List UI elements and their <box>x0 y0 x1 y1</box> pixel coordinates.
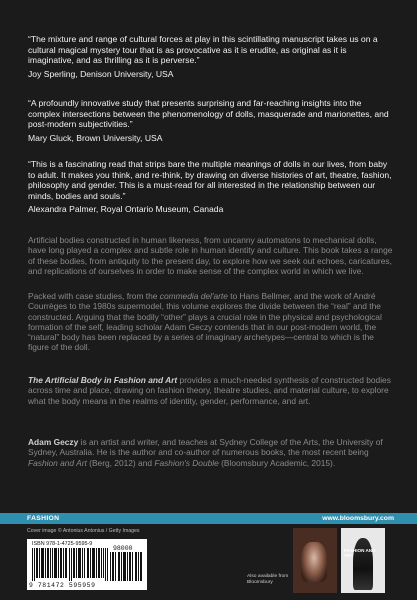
book-title: Fashion's Double <box>154 457 219 468</box>
description-text <box>28 291 394 353</box>
endorsement-3 <box>28 159 394 215</box>
endorsement-2 <box>28 98 394 143</box>
barcode-digits: 9 781472 595959 <box>29 582 96 589</box>
text-run: provides a much-needed synthesis of constructed bodies across time and place, drawing on fashion theory, theatre studies, and material culture, to explore what the body means in the realms of identity, gender, performance, and art. <box>28 375 391 406</box>
book-title: Fashion and Art <box>28 457 87 468</box>
price-code: 98000 <box>113 545 133 552</box>
cover-image-credit: Cover image © Antonius Antonius / Getty Images <box>27 528 140 534</box>
related-book-cover <box>293 528 337 593</box>
barcode-icon <box>32 548 108 581</box>
quote-text: “This is a fascinating read that strips bare the multiple meanings of dolls in our lives, from baby to adult. It makes you think, and re-think, by drawing on diverse histories of art, theatre, fashion, philosophy and gender. This is a must-read for all interested in the relationship between our minds, bodies and souls.” <box>28 159 392 201</box>
related-book-cover <box>341 528 385 593</box>
also-available-label: Also available from Bloomsbury <box>247 574 289 585</box>
category-label: FASHION <box>27 515 60 522</box>
text-run: (Bloomsbury Academic, 2015). <box>218 457 336 468</box>
description-paragraph-3 <box>28 375 394 406</box>
text-run: to Hans Bellmer, and the work of André Courrèges to the 1980s supermodel, this volume explores the divide between the “real” and the constructed. Arguing that the bodily “other” plays a crucial role in the physical and psychological formation of the self, leading scholar Adam Geczy contends that in our post-modern world, the “natural” body has been replaced by a series of imaginary archetypes—central to which is the figure of the doll. <box>28 291 382 353</box>
publisher-website: www.bloomsbury.com <box>322 515 394 522</box>
quote-text: “The mixture and range of cultural forces at play in this scintillating manuscript takes us on a cultural magical mystery tour that is as provocative as it is erudite, as original as it is imaginative, and as thrilling as it is perverse.” <box>28 34 378 66</box>
author-name: Adam Geczy <box>28 437 79 447</box>
cover-figure <box>353 538 373 590</box>
quote-attribution: Joy Sperling, Denison University, USA <box>28 68 174 79</box>
description-text <box>28 375 394 406</box>
description-paragraph-1 <box>28 235 394 276</box>
endorsement-1 <box>28 34 394 79</box>
text-run: is an artist and writer, and teaches at Sydney College of the Arts, the University of Sydney, Australia. He is the author and co-author of numerous books, the most recent being <box>28 437 383 458</box>
related-book-title: FASHION AND ART <box>344 548 376 558</box>
quote-text: “A profoundly innovative study that presents surprising and far-reaching insights into the complex intersections between the phenomenology of dolls, masquerade and marionettes, and post-modern subjectivities.” <box>28 98 389 130</box>
description-paragraph-2 <box>28 291 394 353</box>
text-run: (Berg, 2012) and <box>86 457 155 468</box>
category-strip <box>0 513 417 524</box>
price-barcode-icon <box>110 552 142 581</box>
barcode-block <box>27 539 147 590</box>
italic-term: commedia del'arte <box>159 291 228 301</box>
book-title: The Artificial Body in Fashion and Art <box>28 375 178 385</box>
quote-attribution: Alexandra Palmer, Royal Ontario Museum, Canada <box>28 204 224 215</box>
author-bio <box>28 437 394 468</box>
text-run: Packed with case studies, from the <box>28 291 160 301</box>
description-text: Artificial bodies constructed in human likeness, from uncanny automatons to mechanical dolls, have long played a complex and subtle role in human identity and culture. This book takes a range of these bodies, from antiquity to the present day, to explore how we seek out echoes, caricatures, and replications of ourselves in order to make sense of the complex world in which we live. <box>28 235 393 276</box>
quote-attribution: Mary Gluck, Brown University, USA <box>28 132 163 143</box>
isbn-number: ISBN 978-1-4725-9595-9 <box>32 541 93 547</box>
bio-text <box>28 437 394 468</box>
cover-figure <box>301 542 327 582</box>
